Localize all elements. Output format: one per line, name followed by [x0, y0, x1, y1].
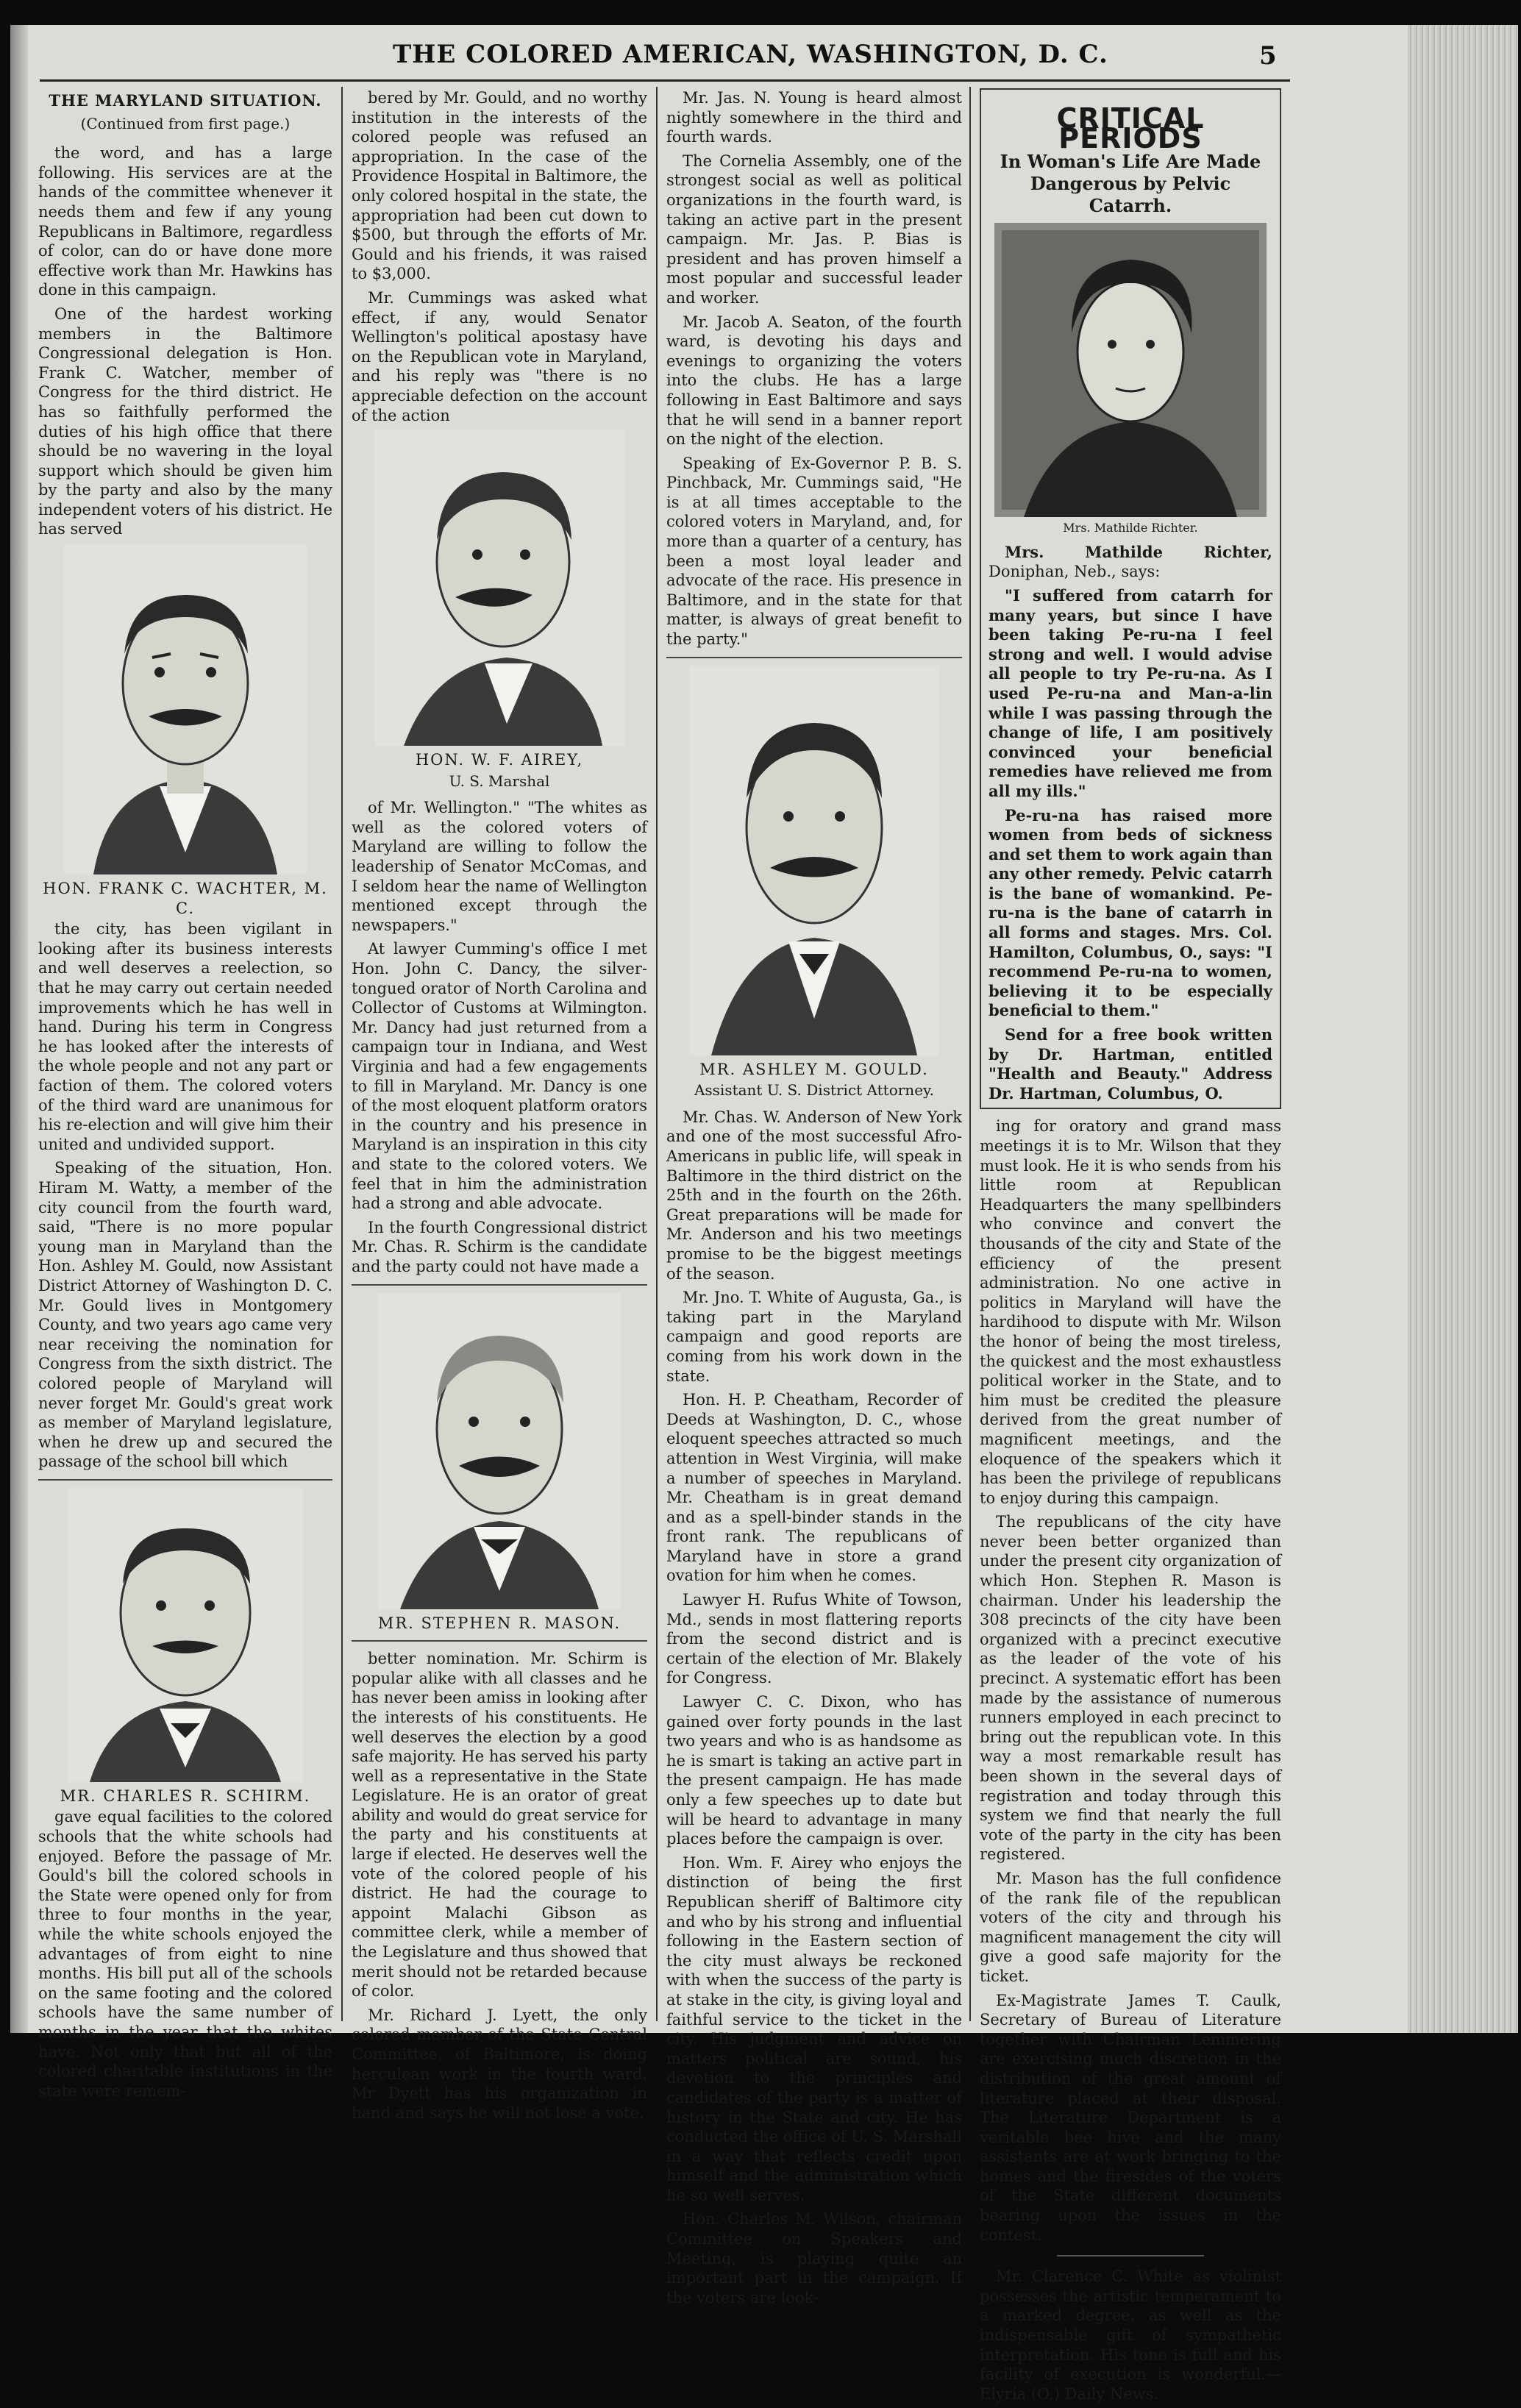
paragraph: Mr. Clarence C. White as violinist possesses the artistic temperament to a marked degree, as well as the indispensable gift of sympathetic interpretation. His tone is full and his facility of execution is wonderful.—Elyria (O.) Daily News. [980, 2268, 1281, 2403]
paragraph: Speaking of the situation, Hon. Hiram M. Watty, a member of the city council from the fourth ward, said, "There is no more popular young man in Maryland than the Hon. Ashley M. Gould, now Assistant District Attorney of Washington D. C. Mr. Gould lives in Montgomery County, and two years ago came very near receiving the nomination for Congress from the sixth district. The colored people of Maryland will never forget Mr. Gould's great work as member of Maryland legislature, when he drew up and secured the passage of the school bill which [38, 1159, 332, 1471]
page-number: 5 [1259, 41, 1277, 71]
paragraph: At lawyer Cumming's office I met Hon. John C. Dancy, the silver-tongued orator of North Carolina and Collector of Customs at Wilmington. Mr. Dancy had just returned from a campaign tour in Indiana, and West Virginia and had a few engagements to fill in Maryland. Mr. Dancy is one of the most eloquent platform orators in the country and his presence in Maryland is an inspiration in this city and state to the colored voters. We feel that in him the administration had a strong and able advocate. [352, 940, 647, 1213]
portrait-subcaption: Assistant U. S. District Attorney. [694, 1081, 935, 1100]
column-rule [969, 87, 971, 2021]
paragraph: Mr. Jas. N. Young is heard almost nightly somewhere in the third and fourth wards. [666, 89, 962, 146]
paragraph: of Mr. Wellington." "The whites as well as the colored voters of Maryland are willing to follow the leadership of Senator McComas, and I seldom hear the name of Wellington mentioned except through the newspapers." [352, 799, 647, 934]
ad-title: CRITICAL PERIODS [1056, 102, 1205, 154]
paragraph: the word, and has a large following. His services are at the hands of the committee whenever it needs them and few if any young Republicans in Baltimore, regardless of color, can do or have done more effective work than Mr. Hawkins has done in this campaign. [38, 144, 332, 299]
article-subhead: (Continued from first page.) [80, 114, 291, 132]
paragraph: Mr. Mason has the full confidence of the rank file of the republican voters of the city and through his magnificent management the city will give a good safe majority for the ticket. [980, 1869, 1281, 1985]
portrait-caption: MR. ASHLEY M. GOULD. [699, 1060, 929, 1078]
column-4 [980, 88, 1281, 2408]
masthead-rule [40, 79, 1290, 82]
paragraph [989, 543, 1272, 582]
paragraph: Pe-ru-na has raised more women from beds of sickness and set them to work again than any other remedy. Pelvic catarrh is the bane of womankind. Pe-ru-na is the bane of catarrh in all forms and stages. Mrs. Col. Hamilton, Columbus, O., says: "I recommend Pe-ru-na to women, believing it to be especially beneficial to them." [989, 805, 1272, 1020]
column-rule [341, 87, 343, 2021]
paragraph: Hon. Charles M. Wilson, chairman Committee on Speakers and Meeting, is playing quite an important part in the campaign. If the voters are look- [666, 2210, 962, 2307]
paragraph: One of the hardest working members in the Baltimore Congressional delegation is Hon. Frank C. Watcher, member of Congress for the third district. He has so faithfully performed the duties of his high office that there should be no wavering in the loyal support which should be given him by the party and also by the many independent voters of his district. He has served [38, 304, 332, 538]
portrait-subcaption: U. S. Marshal [449, 772, 550, 790]
portrait-engraving [64, 544, 307, 874]
ad-subtitle: In Woman's Life Are Made Dangerous by Pelvic Catarrh. [1000, 151, 1261, 217]
ad-portrait-engraving [994, 223, 1267, 517]
section-rule [38, 1479, 332, 1481]
newspaper-page [10, 25, 1518, 2403]
paragraph: better nomination. Mr. Schirm is popular alike with all classes and he has never been amiss in looking after the interests of his constituents. He well deserves the election by a good safe majority. He has served his party well as a representative in the State Legislature. He is an orator of great ability and would do great service for the party and his constituents at large if elected. He deserves well the vote of the colored people of his district. He had the courage to appoint Malachi Gibson as committee clerk, while a member of the Legislature and thus showed that merit should not be retarded because of color. [352, 1650, 647, 2001]
ad-testimonial-location: Doniphan, Neb., says: [989, 563, 1161, 581]
paragraph: Lawyer C. C. Dixon, who has gained over forty pounds in the last two years and who is as handsome as he is smart is taking an active part in the present campaign. He has made only a few speeches up to date but will be heard to advantage in many places before the campaign is over. [666, 1693, 962, 1848]
paragraph: Speaking of Ex-Governor P. B. S. Pinchback, Mr. Cummings said, "He is at all times acceptable to the colored voters in Maryland, and, for more than a quarter of a century, has been a most loyal leader and advocate of the race. His presence in Baltimore, and in the state for that matter, is always of great benefit to the party." [666, 454, 962, 649]
paragraph: In the fourth Congressional district Mr. Chas. R. Schirm is the candidate and the party could not have made a [352, 1218, 647, 1275]
section-rule [352, 1284, 647, 1286]
paragraph: Mr. Cummings was asked what effect, if any, would Senator Wellington's political apostasy have on the Republican vote in Maryland, and his reply was "there is no appreciable defection on the account of the action [352, 288, 647, 424]
paragraph: Lawyer H. Rufus White of Towson, Md., sends in most flattering reports from the second district and is certain of the election of Mr. Blakely for Congress. [666, 1591, 962, 1687]
ad-testimonial-name: Mrs. Mathilde Richter, [1005, 542, 1272, 561]
ad-testimonial-quote: "I suffered from catarrh for many years, but since I have been taking Pe-ru-na I feel strong and well. I would advise all people to try Pe-ru-na. As I used Pe-ru-na and Man-a-lin while I was passing through the change of life, I am positively convinced your beneficial remedies have relieved me from all my ills." [989, 585, 1272, 800]
portrait-engraving [68, 1488, 303, 1782]
portrait-engraving [374, 430, 624, 746]
paragraph: Send for a free book written by Dr. Hartman, entitled "Health and Beauty." Address Dr. Hartman, Columbus, O. [989, 1025, 1272, 1103]
portrait-caption: HON. W. F. AIREY, [415, 751, 584, 769]
paragraph: Ex-Magistrate James T. Caulk, Secretary of Bureau of Literature together with Chairman Lemmering are exercising much discretion in the distribution of the great amount of literature placed at their disposal. The Literature Department is a veritable bee hive and the many assistants are at work bringing to the homes and the firesides of the voters of the State different documents bearing upon the issues in the contest. [980, 1991, 1281, 2244]
paragraph: bered by Mr. Gould, and no worthy institution in the interests of the colored people was refused an appropriation. In the case of the Providence Hospital in Baltimore, the only colored hospital in the state, the appropriation had been cut down to $500, but through the efforts of Mr. Gould and his friends, it was raised to $3,000. [352, 89, 647, 283]
paragraph: Hon. H. P. Cheatham, Recorder of Deeds at Washington, D. C., whose eloquent speeches attracted so much attention in West Virginia, will make a number of speeches in Maryland. Mr. Cheatham is in great demand and as a spell-binder stands in the front rank. The republicans of Maryland have in store a grand ovation for him when he comes. [666, 1391, 962, 1585]
column-3 [666, 88, 962, 2312]
portrait-caption: MR. CHARLES R. SCHIRM. [60, 1787, 311, 1805]
paragraph: ing for oratory and grand mass meetings it is to Mr. Wilson that they must look. He it is who sends from his little room at Republican Headquarters the many spellbinders who convince and convert the thousands of the city and State of the efficiency of the present administration. No one active in politics in Maryland will have the hardihood to dispute with Mr. Wilson the honor of being the most tireless, the quickest and the most exhaustless political worker in the State, and to him must be credited the pleasure derived from the great number of magnificent meetings, and the eloquence of the speakers which it has been the privilege of republicans to enjoy during this campaign. [980, 1117, 1281, 1507]
portrait-caption: HON. FRANK C. WACHTER, M. C. [43, 880, 328, 917]
section-rule [1057, 2255, 1204, 2256]
paragraph: Mr. Jno. T. White of Augusta, Ga., is taking part in the Maryland campaign and good reports are coming from his work down in the state. [666, 1289, 962, 1385]
book-spine-edge [1408, 25, 1518, 2033]
article-headline: THE MARYLAND SITUATION. [49, 91, 322, 110]
portrait-engraving [689, 666, 939, 1055]
ad-portrait-caption: Mrs. Mathilde Richter. [1063, 521, 1198, 535]
paragraph: Mr. Chas. W. Anderson of New York and one of the most successful Afro-Americans in public life, will speak in Baltimore in the third district on the 25th and in the fourth on the 26th. Great preparations will be made for Mr. Anderson and his two meetings promise to be the biggest meetings of the season. [666, 1108, 962, 1283]
section-rule [666, 657, 962, 658]
page-gutter [10, 25, 28, 2033]
portrait-caption: MR. STEPHEN R. MASON. [377, 1614, 621, 1632]
column-1 [38, 88, 332, 2105]
portrait-engraving [378, 1293, 621, 1609]
paragraph: the city, has been vigilant in looking after its business interests and well deserves a reelection, so that he may carry out certain needed improvements which he has well in hand. During his term in Congress he has looked after the interests of the whole people and not any part or faction of them. The colored voters of the third ward are unanimous for his re-election and will give him their united and undivided support. [38, 920, 332, 1153]
paragraph: gave equal facilities to the colored schools that the white schools had enjoyed. Before the passage of Mr. Gould's bill the colored schools in the State were opened only for from three to four months in the year, while the white schools enjoyed the advantages of from eight to nine months. His bill put all of the schools on the same footing and the colored schools have the same number of months in the year that the whites have. Not only that but all of the colored charitable institutions in the state were remem- [38, 1808, 332, 2100]
column-rule [656, 87, 658, 2021]
paragraph: The republicans of the city have never been better organized than under the present city organization of which Hon. Stephen R. Mason is chairman. Under his leadership the 308 precincts of the city have been organized with a precinct executive as the leader of the vote of his precinct. A systematic effort has been made by the assistance of numerous runners employed in each precinct to bring out the republican vote. In this way a most remarkable result has been shown in the several days of registration and today through this system we find that nearly the full vote of the party in the city has been registered. [980, 1513, 1281, 1864]
paragraph: The Cornelia Assembly, one of the strongest social as well as political organizations in the fourth ward, is taking an active part in the present campaign. Mr. Jas. P. Bias is president and has proven himself a most popular and successful leader and worker. [666, 152, 962, 307]
advertisement-box [980, 88, 1281, 1109]
paragraph: Hon. Wm. F. Airey who enjoys the distinction of being the first Republican sheriff of Baltimore city and who by his strong and influential following in the Eastern section of the city must always be reckoned with when the success of the party is at stake in the city, is giving loyal and faithful service to the ticket in the city. His judgment and advice on matters political are sound, his devotion to the principles and candidates of the party is a matter of history in the State and city. He has conducted the office of U. S. Marshall in a way that reflects credit upon himself and the administration which he so well serves. [666, 1853, 962, 2204]
paragraph: Mr. Jacob A. Seaton, of the fourth ward, is devoting his days and evenings to organizing the voters into the clubs. He has a large following in East Baltimore and says that he will send in a banner report on the night of the election. [666, 313, 962, 449]
paragraph: Mr. Richard J. Lyett, the only colored member of the State Central Committee, of Baltimore, is doing herculean work in the fourth ward. Mr Dyett has his organization in hand and says he will not lose a vote. [352, 2006, 647, 2122]
section-rule [352, 1640, 647, 1642]
column-2 [352, 88, 647, 2127]
masthead: THE COLORED AMERICAN, WASHINGTON, D. C. [393, 40, 1108, 69]
